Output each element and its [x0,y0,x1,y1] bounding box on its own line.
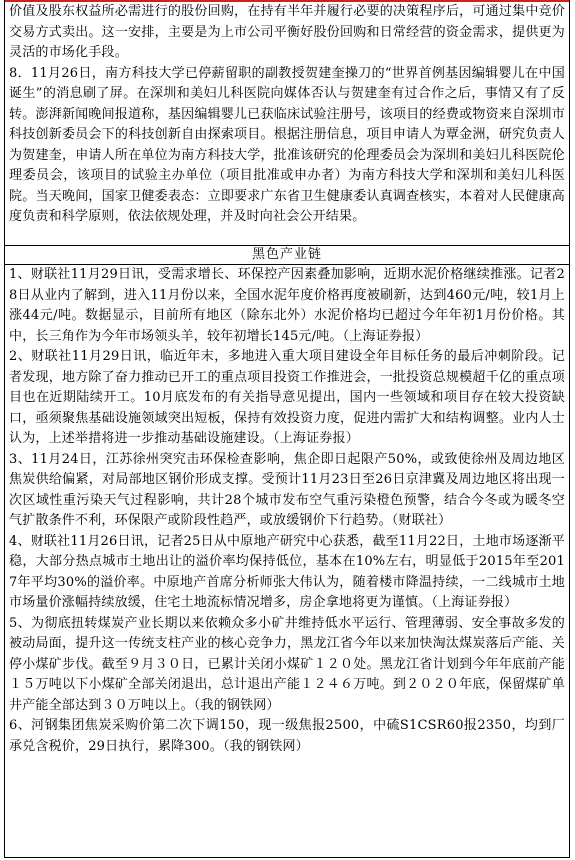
news-item-4: 4、财联社11月26日讯，记者25日从中原地产研究中心获悉，截至11月22日，土地市场逐渐平稳，大部分热点城市土地出让的溢价率均保持低位，基本在10%左右，明显低于2015年至2017年平均30%的溢价率。中原地产首席分析师张大伟认为，随着楼市降温持续，一二线城市土地市场量价涨幅持续放缓，住宅土地流标情况增多，房企拿地将更为谨慎。（上海证券报） [9,533,565,610]
document-page [4,0,570,858]
news-item-1: 1、财联社11月29日讯，受需求增长、环保控产因素叠加影响，近期水泥价格继续推涨。记者28日从业内了解到，进入11月份以来，全国水泥年度价格再度被刷新，达到460元/吨，较1月上涨44元/吨。数据显示，目前所有地区（除东北外）水泥价格均已超过今年年初1月份价格。其中，长三角作为今年市场领头羊，较年初增长145元/吨。（上海证券报） [9,267,565,344]
news-item-3: 3、11月24日，江苏徐州突究击环保检查影响，焦企即日起限产50%，或致使徐州及周边地区焦炭供给偏紧，对局部地区钢价形成支撑。受预计11月23日至26日京津冀及周边地区将出现一次区域性重污染天气过程影响，共计28个城市发布空气重污染橙色预警，结合今冬或为暖冬空气扩散条件不利，环保限产或阶段性趋严，或放缓钢价下行趋势。（财联社） [9,451,565,528]
black-industry-section [5,265,569,757]
news-item-6: 6、河钢集团焦炭采购价第二次下调150，现一级焦报2500，中硫S1CSR60报2350，均到厂承兑含税价，29日执行，累降300。（我的钢铁网） [9,718,565,754]
news-item-2: 2、财联社11月29日讯，临近年末，多地进入重大项目建设全年目标任务的最后冲刺阶段。记者发现，地方除了奋力推动已开工的重点项目投资工作推进会，一批投资总规模超千亿的重点项目也在近期陆续开工。10月底发布的有关指导意见提出，国内一些领域和项目存在较大投资缺口，亟须聚焦基础设施领域突出短板，保持有效投资力度，促进内需扩大和结构调整。业内人士认为，上述举措将进一步推动基础设施建设。（上海证券报） [9,349,565,446]
news-item-5: 5、为彻底扭转煤炭产业长期以来依赖众多小矿井维持低水平运行、管理薄弱、安全事故多发的被动局面，提升这一传统支柱产业的核心竞争力，黑龙江省今年以来加快淘汰煤炭落后产能、关停小煤矿步伐。截至９月３０日，已累计关闭小煤矿１２０处。黑龙江省计划到今年年底前产能１５万吨以下小煤矿全部关闭退出，总计退出产能１２４６万吨。到２０２０年底，保留煤矿单井产能全部达到３０万吨以上。（我的钢铁网） [9,615,565,713]
section-header: 黑色产业链 [5,245,569,265]
top-paragraph-2: 8．11月26日，南方科技大学已停薪留职的副教授贺建奎操刀的“世界首例基因编辑婴儿在中国诞生”的消息刷了屏。在深圳和美妇儿科医院向媒体否认与贺建奎有过合作之后，事情又有了反转。澎湃新闻晚间报道称，基因编辑婴儿已获临床试验注册号，该项目的经费或物资来自深圳市科技创新委员会下的科技创新自由探索项目。根据注册信息，项目申请人为覃金洲，研究负责人为贺建奎，申请人所在单位为南方科技大学，批准该研究的伦理委员会为深圳和美妇儿科医院伦理委员会，该项目的试验主办单位（项目批准或申办者）为南方科技大学和深圳和美妇儿科医院。当天晚间，国家卫健委表态：立即要求广东省卫生健康委认真调查核实，本着对人民健康高度负责和科学原则，依法依规处理，并及时向社会公开结果。 [9,65,565,224]
top-paragraph-1: 价值及股东权益所必需进行的股份回购，在持有半年并履行必要的决策程序后，可通过集中竞价交易方式卖出。这一安排，主要是为上市公司平衡好股份回购和日常经营的资金需求，提供更为灵活的市场化手段。 [9,4,565,60]
top-news-section [5,2,569,245]
